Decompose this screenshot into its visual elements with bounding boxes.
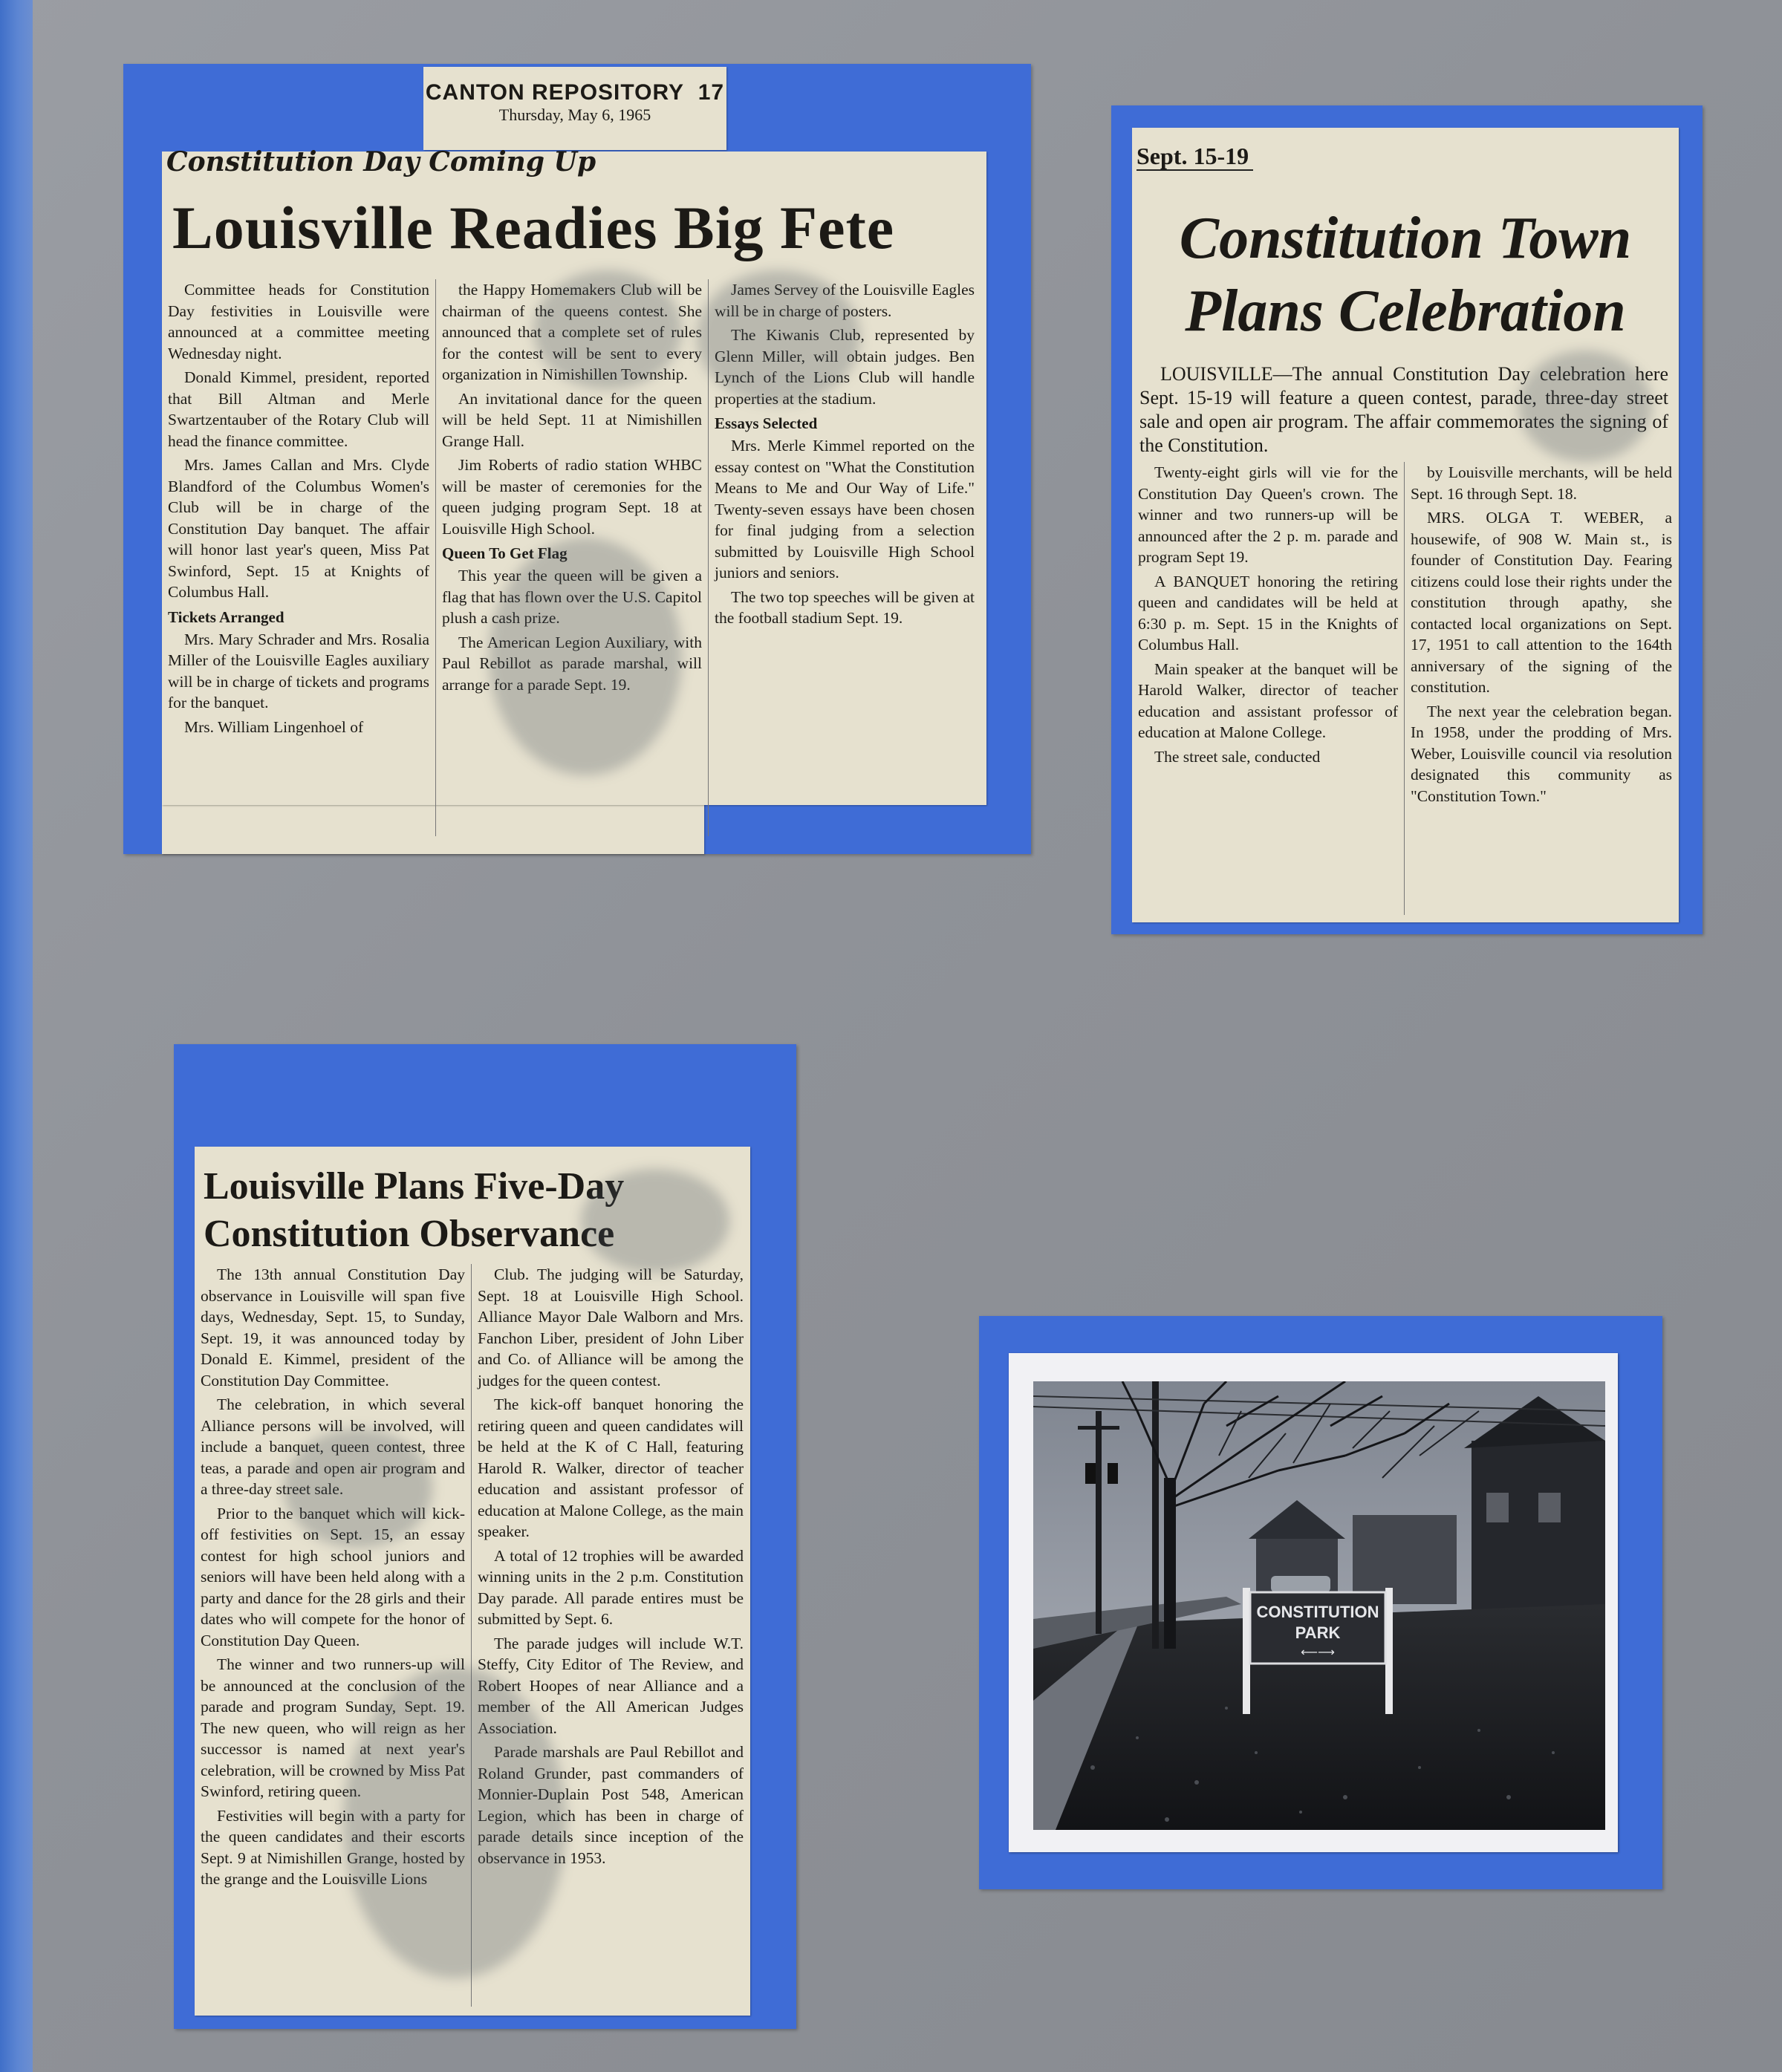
sign-arrow-icon: ⟵⟶ xyxy=(1301,1645,1335,1659)
a3-c2-p2: The kick-off banquet honoring the retiring queen and queen candidates will be held at the K of C Hall, featuring Harold R. Walker, director of teacher education and assistant professor of education at Malone College, as the main speaker. xyxy=(478,1395,744,1540)
masthead-page-number: 17 xyxy=(697,80,725,105)
article-3-column-1 xyxy=(201,1264,471,2007)
article-3-headline-line-2: Constitution Observance xyxy=(204,1213,615,1255)
article-1-column-3 xyxy=(708,279,975,836)
article-3-column-2 xyxy=(471,1264,744,2007)
sign-line-2: PARK xyxy=(1295,1623,1341,1642)
a1-c1-p5: Mrs. William Lingenhoel of xyxy=(184,717,364,736)
article-2-dateline: Sept. 15-19 xyxy=(1136,143,1253,171)
a2-c2-p2: MRS. OLGA T. WEBER, a housewife, of 908 W. Main st., is founder of Constitution Day. Fearing citizens could lose their rights under the constitution through apathy, she contacted local organizations on Sept. 17, 1951 to call attention to the 164th anniversary of the signing of the constitution. xyxy=(1411,509,1672,696)
a3-c1-p2: The celebration, in which several Alliance persons will be involved, will include a banquet, queen contest, three teas, a parade and open air program and a three-day street sale. xyxy=(201,1395,465,1498)
a3-c1-p1: The 13th annual Constitution Day observance in Louisville will span five days, Wednesday, Sept. 15, to Sunday, Sept. 19, it was announced today by Donald E. Kimmel, president of the Constitution Day Committee. xyxy=(201,1265,465,1390)
a3-c2-p1: Club. The judging will be Saturday, Sept. 18 at Louisville High School. Alliance Mayor Dale Walborn and Mrs. Fanchon Liber, president of John Liber and Co. of Alliance will be among the judges for the queen contest. xyxy=(478,1265,744,1390)
a3-c2-p5: Parade marshals are Paul Rebillot and Roland Grunder, past commanders of Monnier-Duplain Post 548, American Legion, which has been in charge of parade details since inception of the observance in 1953. xyxy=(478,1743,744,1867)
a2-c1-p1: Twenty-eight girls will vie for the Constitution Day Queen's crown. The winner and two runners-up will be announced after the 2 p. m. parade and program Sept 19. xyxy=(1138,463,1398,566)
article-2-headline-line-1: Constitution Town xyxy=(1179,206,1632,271)
article-2-clipping xyxy=(1132,128,1679,922)
a1-c2-subhead: Queen To Get Flag xyxy=(442,544,568,562)
article-1-column-2 xyxy=(435,279,708,836)
a1-c3-p1: James Servey of the Louisville Eagles will be in charge of posters. xyxy=(715,281,975,320)
a1-c1-p4: Mrs. Mary Schrader and Mrs. Rosalia Miller of the Louisville Eagles auxiliary will be in charge of tickets and programs for the banquet. xyxy=(168,630,429,711)
article-3-clipping xyxy=(195,1147,750,2016)
a2-c2-p1: by Louisville merchants, will be held Sept. 16 through Sept. 18. xyxy=(1411,463,1672,503)
a1-c2-p5: The American Legion Auxiliary, with Paul Rebillot as parade marshal, will arrange for a parade Sept. 19. xyxy=(442,633,702,694)
article-2-columns xyxy=(1138,462,1673,915)
a3-c1-p4: The winner and two runners-up will be announced at the conclusion of the parade and program Sunday, Sept. 19. The new queen, who will reign as her successor is named at next year's celebration, will be crowned by Miss Pat Swinford, retiring queen. xyxy=(201,1655,465,1800)
article-2-lede: LOUISVILLE—The annual Constitution Day celebration here Sept. 15-19 will feature a queen contest, parade, three-day street sale and open air program. The affair commemorates the signing of the Constitution. xyxy=(1139,363,1668,456)
a2-c1-p2: A BANQUET honoring the retiring queen and candidates will be held at 6:30 p. m. Sept. 15 in the Knights of Columbus Hall. xyxy=(1138,572,1398,654)
a1-c2-p2: An invitational dance for the queen will be held Sept. 11 at Nimishillen Grange Hall. xyxy=(442,389,702,450)
a1-c1-p3: Mrs. James Callan and Mrs. Clyde Blandford of the Columbus Women's Club will be in charge of the Constitution Day banquet. The affair will honor last year's queen, Miss Pat Swinford, Sept. 15 at Knights of Columbus Hall. xyxy=(168,456,429,601)
a3-c1-p5: Festivities will begin with a party for the queen candidates and their escorts Sept. 9 at Nimishillen Grange, hosted by the grange and the Louisville Lions xyxy=(201,1806,465,1888)
article-3-headline xyxy=(204,1163,746,1258)
a1-c3-p2: The Kiwanis Club, represented by Glenn Miller, will obtain judges. Ben Lynch of the Lions Club will handle properties at the stadium. xyxy=(715,326,975,408)
a1-c3-subhead: Essays Selected xyxy=(715,414,818,432)
binding-spine xyxy=(0,0,33,2072)
article-3-columns xyxy=(201,1264,744,2007)
a3-c2-p3: A total of 12 trophies will be awarded winning units in the 2 p.m. Constitution Day parade. All parade entires must be submitted by Sept. 6. xyxy=(478,1546,744,1628)
a1-c3-p3: Mrs. Merle Kimmel reported on the essay contest on "What the Constitution Means to Me and Our Way of Life." Twenty-seven essays have been chosen for final judging from a selection submitted by Louisville High School juniors and seniors. xyxy=(715,437,975,581)
a2-c2-p3: The next year the celebration began. In 1958, under the prodding of Mrs. Weber, Louisville council via resolution designated this community as "Constitution Town." xyxy=(1411,702,1672,805)
a3-c1-p3: Prior to the banquet which will kick-off festivities on Sept. 15, an essay contest for high school juniors and seniors will have been held along with a party and dance for the 28 girls and their dates who will compete for the honor of Constitution Day Queen. xyxy=(201,1504,465,1649)
a1-c1-subhead: Tickets Arranged xyxy=(168,607,284,626)
sign-line-1: CONSTITUTION xyxy=(1256,1603,1379,1621)
a2-c1-p4: The street sale, conducted xyxy=(1154,747,1321,766)
a1-c1-p1: Committee heads for Constitution Day festivities in Louisville were announced at a committee meeting Wednesday night. xyxy=(168,281,429,362)
article-1-columns xyxy=(168,279,981,836)
a2-c1-p3: Main speaker at the banquet will be Harold Walker, director of teacher education and assistant professor of education at Malone College. xyxy=(1138,659,1398,741)
article-2-headline-line-2: Plans Celebration xyxy=(1185,278,1626,344)
article-3-headline-line-1: Louisville Plans Five-Day xyxy=(204,1165,625,1208)
article-1-headline: Louisville Readies Big Fete xyxy=(172,194,895,261)
park-scene-image xyxy=(1033,1381,1605,1830)
article-1-kicker: Constitution Day Coming Up xyxy=(166,146,596,177)
article-2-headline xyxy=(1132,202,1679,348)
constitution-park-photo xyxy=(1033,1381,1605,1830)
masthead-paper-name: CANTON REPOSITORY 17 xyxy=(425,80,725,105)
a1-c2-p1: the Happy Homemakers Club will be chairman of the queens contest. She announced that a complete set of rules for the contest will be sent to every organization in Nimishillen Township. xyxy=(442,281,702,383)
a3-c2-p4: The parade judges will include W.T. Steffy, City Editor of The Review, and Robert Hoopes of near Alliance and a member of the All American Judges Association. xyxy=(478,1634,744,1737)
masthead-clipping xyxy=(423,67,726,150)
a1-c1-p2: Donald Kimmel, president, reported that Bill Altman and Merle Swartzentauber of the Rotary Club will head the finance committee. xyxy=(168,368,429,450)
a1-c2-p4: This year the queen will be given a flag that has flown over the U.S. Capitol plush a cash prize. xyxy=(442,567,702,627)
a1-c2-p3: Jim Roberts of radio station WHBC will be master of ceremonies for the queen judging program Sept. 18 at Louisville High School. xyxy=(442,456,702,538)
article-2-column-1 xyxy=(1138,462,1404,915)
article-1-column-1 xyxy=(168,279,435,836)
a1-c3-p4: The two top speeches will be given at the football stadium Sept. 19. xyxy=(715,587,975,627)
article-2-column-2 xyxy=(1404,462,1672,915)
masthead-date: Thursday, May 6, 1965 xyxy=(498,105,651,124)
article-1-clipping xyxy=(162,146,986,805)
